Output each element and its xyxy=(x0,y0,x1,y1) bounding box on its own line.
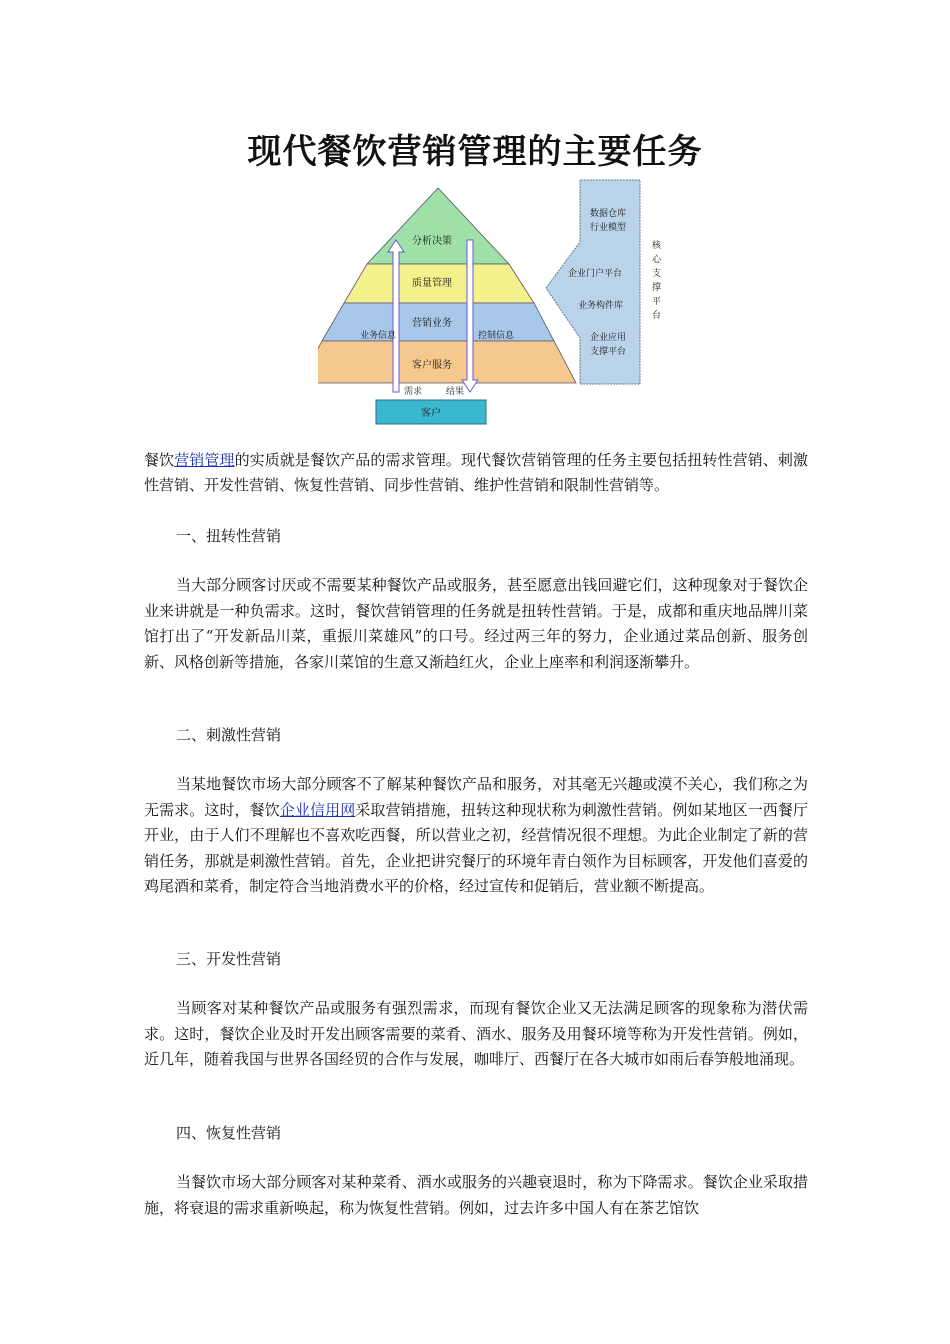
intro-text-before: 餐饮 xyxy=(144,451,175,469)
section-2-text-before: 当某地餐饮市场大部分顾客不了解某种餐饮产品和服务，对其毫无兴趣或漠不关心，我们称之为无需求。这时，餐饮 xyxy=(144,775,808,819)
customer-base-label: 客户 xyxy=(421,408,441,419)
level-label-quality: 质量管理 xyxy=(412,278,452,289)
level-label-decision: 分析决策 xyxy=(412,236,452,247)
side-item-3: 企业门户平台 xyxy=(568,269,623,279)
pyramid-diagram xyxy=(318,178,670,430)
side-label-char-1: 核 xyxy=(652,241,662,251)
control-info-label: 控制信息 xyxy=(478,331,515,341)
side-label-char-3: 支 xyxy=(652,269,662,279)
side-item-6: 支撑平台 xyxy=(590,347,627,357)
intro-text-after: 的实质就是餐饮产品的需求管理。现代餐饮营销管理的任务主要包括扭转性营销、刺激性营销、开发性营销、恢复性营销、同步性营销、维护性营销和限制性营销等。 xyxy=(144,451,808,494)
enterprise-credit-link[interactable]: 企业信用网 xyxy=(279,800,356,819)
section-heading-3: 三、开发性营销 xyxy=(176,950,282,968)
side-label-char-4: 撑 xyxy=(652,283,662,293)
business-info-label: 业务信息 xyxy=(360,331,397,341)
section-heading-2: 二、刺激性营销 xyxy=(176,726,282,744)
section-paragraph-1: 当大部分顾客讨厌或不需要某种餐饮产品或服务，甚至愿意出钱回避它们，这种现象对于餐饮企业来讲就是一种负需求。这时，餐饮营销管理的任务就是扭转性营销。于是，成都和重庆地品牌川菜馆打出了“开发新品川菜，重振川菜雄风”的口号。经过两三年的努力，企业通过菜品创新、服务创新、风格创新等措施，各家川菜馆的生意又渐趋红火，企业上座率和利润逐渐攀升。 xyxy=(144,576,808,671)
pyramid-svg xyxy=(318,178,670,430)
side-item-5: 企业应用 xyxy=(590,333,627,343)
side-item-1: 数据仓库 xyxy=(590,209,627,219)
section-heading-1: 一、扭转性营销 xyxy=(176,527,282,545)
marketing-management-link[interactable]: 营销管理 xyxy=(174,451,235,469)
section-paragraph-2 xyxy=(144,772,808,900)
section-paragraph-4: 当餐饮市场大部分顾客对某种菜肴、酒水或服务的兴趣衰退时，称为下降需求。餐饮企业采取措施，将衰退的需求重新唤起，称为恢复性营销。例如，过去许多中国人有在茶艺馆饮 xyxy=(144,1173,808,1217)
side-label-char-5: 平 xyxy=(652,297,662,307)
level-label-marketing: 营销业务 xyxy=(412,318,452,329)
side-label-char-6: 台 xyxy=(652,311,662,321)
section-paragraph-3: 当顾客对某种餐饮产品或服务有强烈需求，而现有餐饮企业又无法满足顾客的现象称为潜伏需求。这时，餐饮企业及时开发出顾客需要的菜肴、酒水、服务及用餐环境等称为开发性营销。例如，近几年，随着我国与世界各国经贸的合作与发展，咖啡厅、西餐厅在各大城市如雨后春笋般地涌现。 xyxy=(144,999,808,1068)
intro-paragraph xyxy=(144,448,808,498)
result-label: 结果 xyxy=(446,387,465,397)
side-label-char-2: 心 xyxy=(652,255,662,265)
demand-label: 需求 xyxy=(404,387,423,397)
side-item-2: 行业模型 xyxy=(590,223,627,233)
side-item-4: 业务构件库 xyxy=(578,301,624,311)
level-label-service: 客户服务 xyxy=(412,360,452,371)
section-heading-4: 四、恢复性营销 xyxy=(176,1124,282,1142)
section-2-text-after: 采取营销措施，扭转这种现状称为刺激性营销。例如某地区一西餐厅开业，由于人们不理解也不喜欢吃西餐，所以营业之初，经营情况很不理想。为此企业制定了新的营销任务，那就是刺激性营销。首先，企业把讲究餐厅的环境年青白领作为目标顾客，开发他们喜爱的鸡尾酒和菜肴，制定符合当地消费水平的价格，经过宣传和促销后，营业额不断提高。 xyxy=(144,800,808,895)
page-title: 现代餐饮营销管理的主要任务 xyxy=(247,132,703,172)
layer-apex xyxy=(367,188,509,264)
